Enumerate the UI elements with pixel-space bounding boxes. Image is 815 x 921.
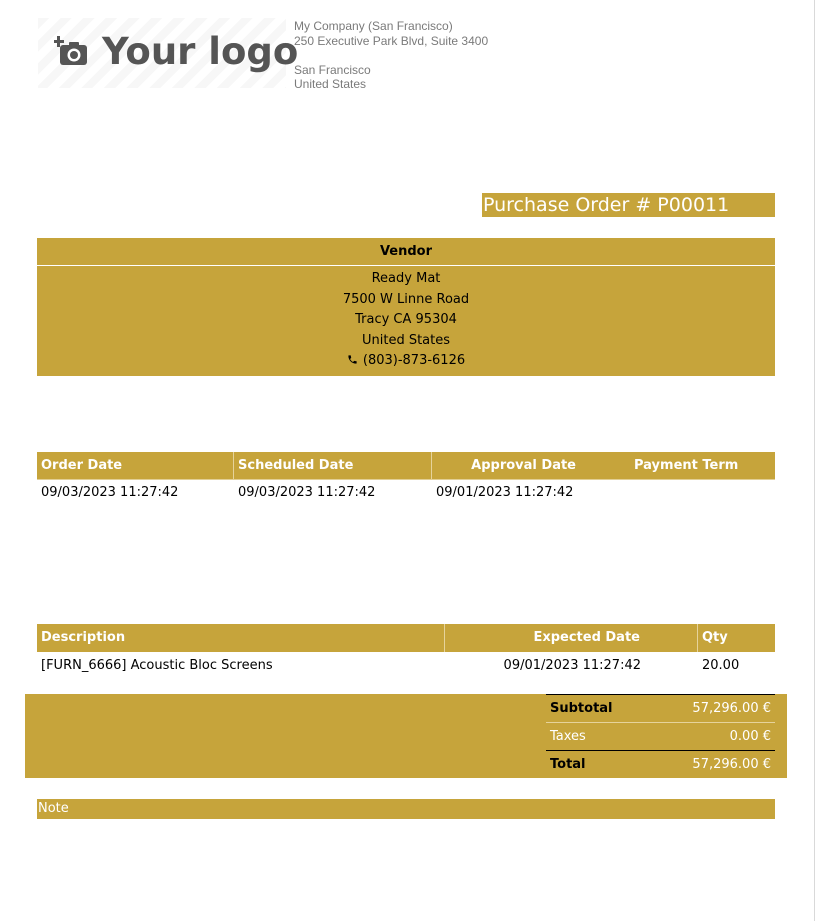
cell-qty: 20.00 (702, 658, 740, 673)
company-address-gap (294, 48, 488, 63)
taxes-row (546, 722, 775, 750)
vendor-name: Ready Mat (371, 271, 441, 286)
logo-text: Your logo (102, 30, 299, 73)
company-address (294, 19, 488, 92)
vendor-country: United States (361, 332, 451, 348)
taxes-value: 0.00 € (729, 729, 771, 744)
company-country: United States (294, 77, 367, 91)
vendor-city: Tracy CA 95304 (355, 312, 457, 327)
cell-order-date: 09/03/2023 11:27:42 (41, 485, 179, 500)
company-logo (38, 18, 299, 88)
order-dates-row (37, 479, 775, 507)
header-approval-date: Approval Date (471, 458, 576, 473)
header-qty: Qty (702, 630, 728, 645)
header-description: Description (37, 624, 445, 652)
company-name: My Company (San Francisco) (294, 19, 453, 33)
subtotal-label: Subtotal (550, 701, 613, 716)
total-row (546, 750, 775, 778)
vendor-street: 7500 W Linne Road (342, 291, 470, 307)
header-order-date: Order Date (37, 452, 234, 479)
cell-description: [FURN_6666] Acoustic Bloc Screens (41, 658, 273, 673)
taxes-label: Taxes (550, 729, 586, 744)
order-dates-table (37, 452, 775, 507)
table-row (37, 652, 775, 680)
vendor-heading: Vendor (37, 238, 775, 266)
company-street: 250 Executive Park Blvd, Suite 3400 (294, 33, 489, 48)
vendor-address (37, 266, 775, 372)
subtotal-row (546, 694, 775, 722)
vendor-block (37, 238, 775, 376)
header-scheduled-date: Scheduled Date (234, 452, 432, 479)
camera-plus-icon (54, 35, 88, 67)
company-city: San Francisco (294, 62, 371, 77)
total-value: 57,296.00 € (692, 757, 771, 772)
phone-icon (347, 354, 358, 365)
totals-table (546, 694, 775, 778)
vendor-phone-line (37, 351, 775, 372)
cell-scheduled-date: 09/03/2023 11:27:42 (238, 485, 376, 500)
order-lines-table (37, 624, 775, 680)
order-dates-header (37, 452, 775, 479)
cell-approval-date: 09/01/2023 11:27:42 (436, 485, 574, 500)
header-expected-date: Expected Date (445, 624, 698, 652)
order-lines-header (37, 624, 775, 652)
document-title: Purchase Order # P00011 (482, 193, 775, 217)
vendor-phone: (803)-873-6126 (362, 353, 466, 368)
cell-expected-date: 09/01/2023 11:27:42 (503, 658, 641, 673)
header-payment-term: Payment Term (634, 458, 739, 473)
subtotal-value: 57,296.00 € (692, 701, 771, 716)
note-bar: Note (37, 799, 775, 819)
total-label: Total (550, 757, 586, 772)
cell-payment-term (580, 480, 775, 507)
